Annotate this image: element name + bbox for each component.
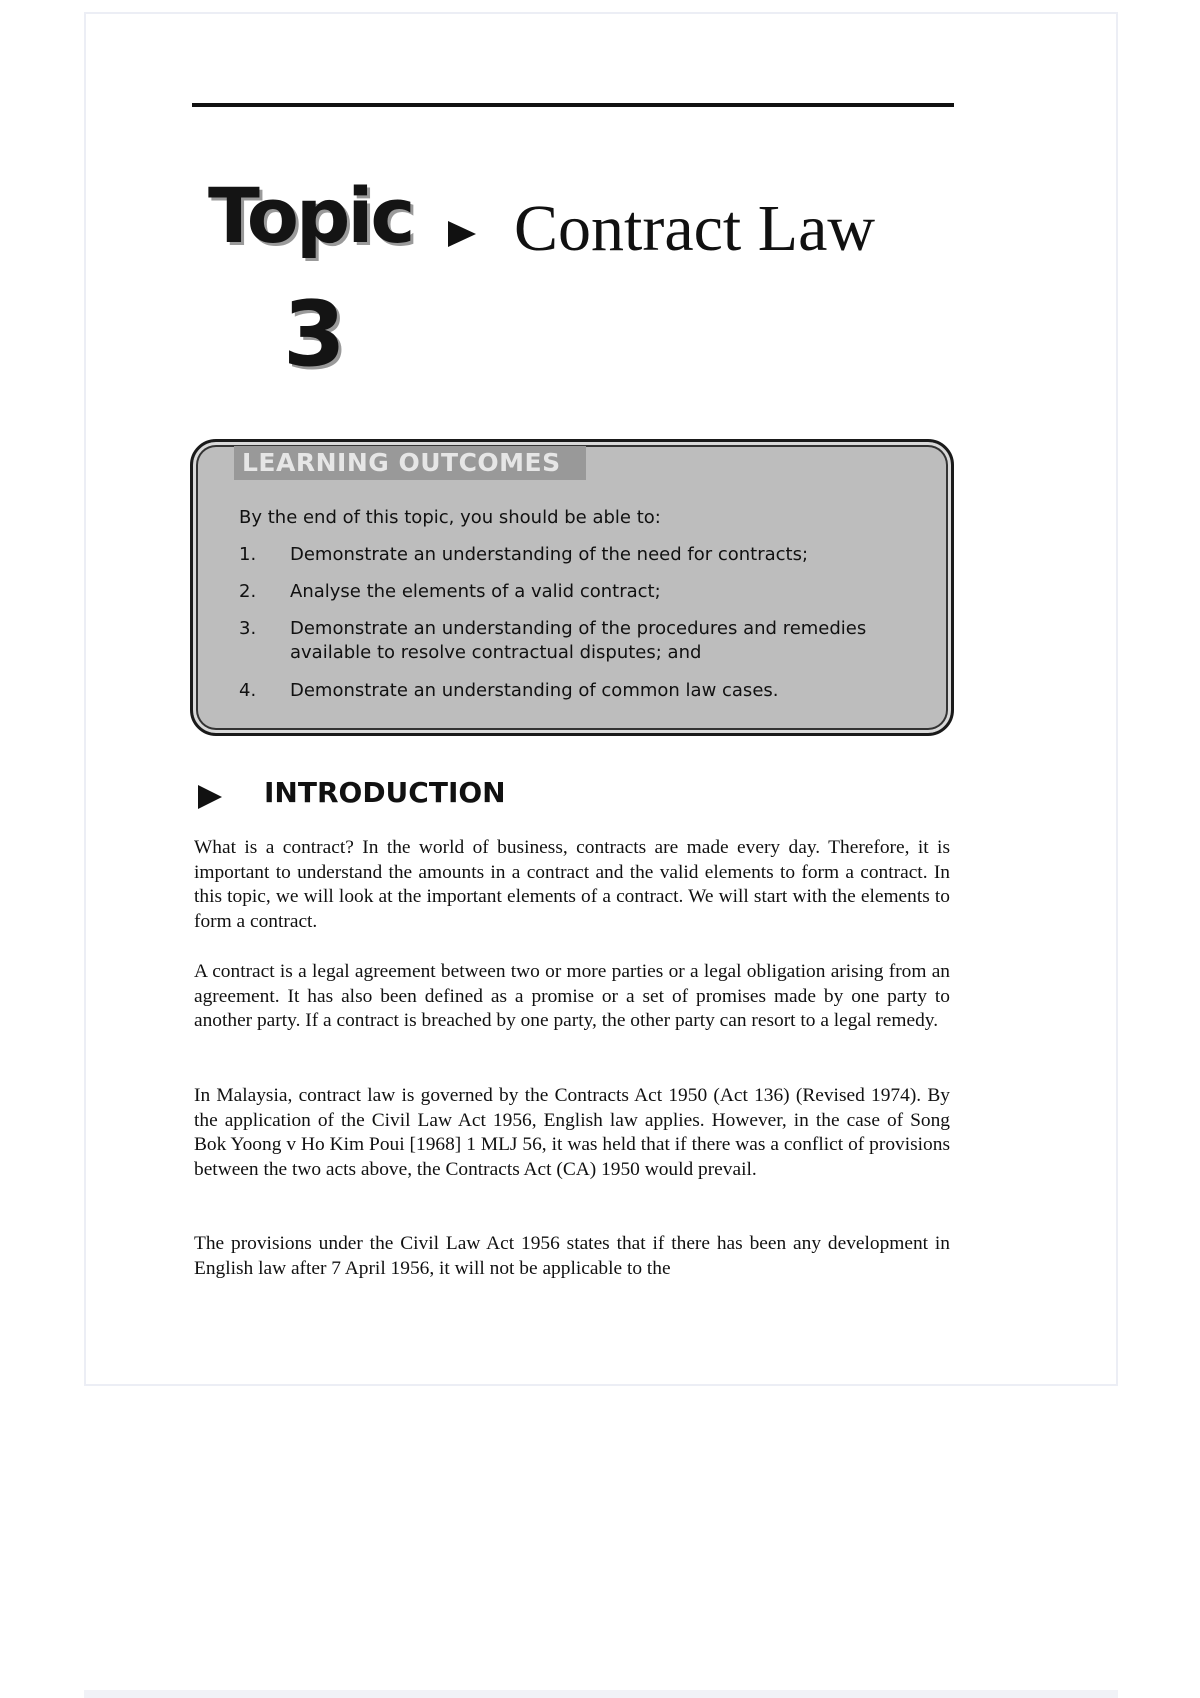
title-arrow-icon	[448, 221, 476, 247]
topic-word: Topic	[208, 171, 413, 260]
learning-outcomes-intro: By the end of this topic, you should be able to:	[239, 507, 661, 528]
paragraph: The provisions under the Civil Law Act 1956 states that if there has been any development in English law after 7 April 1956, it will not be applicable to the	[194, 1233, 950, 1279]
next-page-edge	[84, 1690, 1118, 1698]
outcome-text: Demonstrate an understanding of common law cases.	[290, 680, 779, 701]
outcome-number: 4.	[239, 680, 257, 701]
paragraph: What is a contract? In the world of business, contracts are made every day. Therefore, it is important to understand the amounts in a contract and the valid elements to form a contract. In this topic, we will look at the important elements of a contract. We will start with the elements to form a contract.	[194, 837, 950, 933]
outcome-number: 3.	[239, 618, 257, 639]
section-heading: INTRODUCTION	[264, 776, 506, 809]
outcome-text: Demonstrate an understanding of the need for contracts;	[290, 544, 809, 565]
paragraph: A contract is a legal agreement between two or more parties or a legal obligation arising from an agreement. It has also been defined as a promise or a set of promises made by one party to another party. If a contract is breached by one party, the other party can resort to a legal remedy.	[194, 961, 950, 1032]
outcome-text: Demonstrate an understanding of the procedures and remedies available to resolve contractual disputes; and	[290, 618, 867, 663]
paragraph: In Malaysia, contract law is governed by the Contracts Act 1950 (Act 136) (Revised 1974). By the application of the Civil Law Act 1956, English law applies. However, in the case of Song Bok Yoong v Ho Kim Poui [1968] 1 MLJ 56, it was held that if there was a conflict of provisions between the two acts above, the Contracts Act (CA) 1950 would prevail.	[194, 1085, 950, 1181]
section-arrow-icon	[198, 785, 222, 809]
outcome-text: Analyse the elements of a valid contract;	[290, 581, 661, 602]
learning-outcomes-label: LEARNING OUTCOMES	[234, 446, 586, 480]
header-rule	[192, 103, 954, 107]
outcome-number: 1.	[239, 544, 257, 565]
outcome-number: 2.	[239, 581, 257, 602]
topic-title: Contract Law	[514, 192, 876, 265]
topic-number: 3	[283, 282, 346, 387]
